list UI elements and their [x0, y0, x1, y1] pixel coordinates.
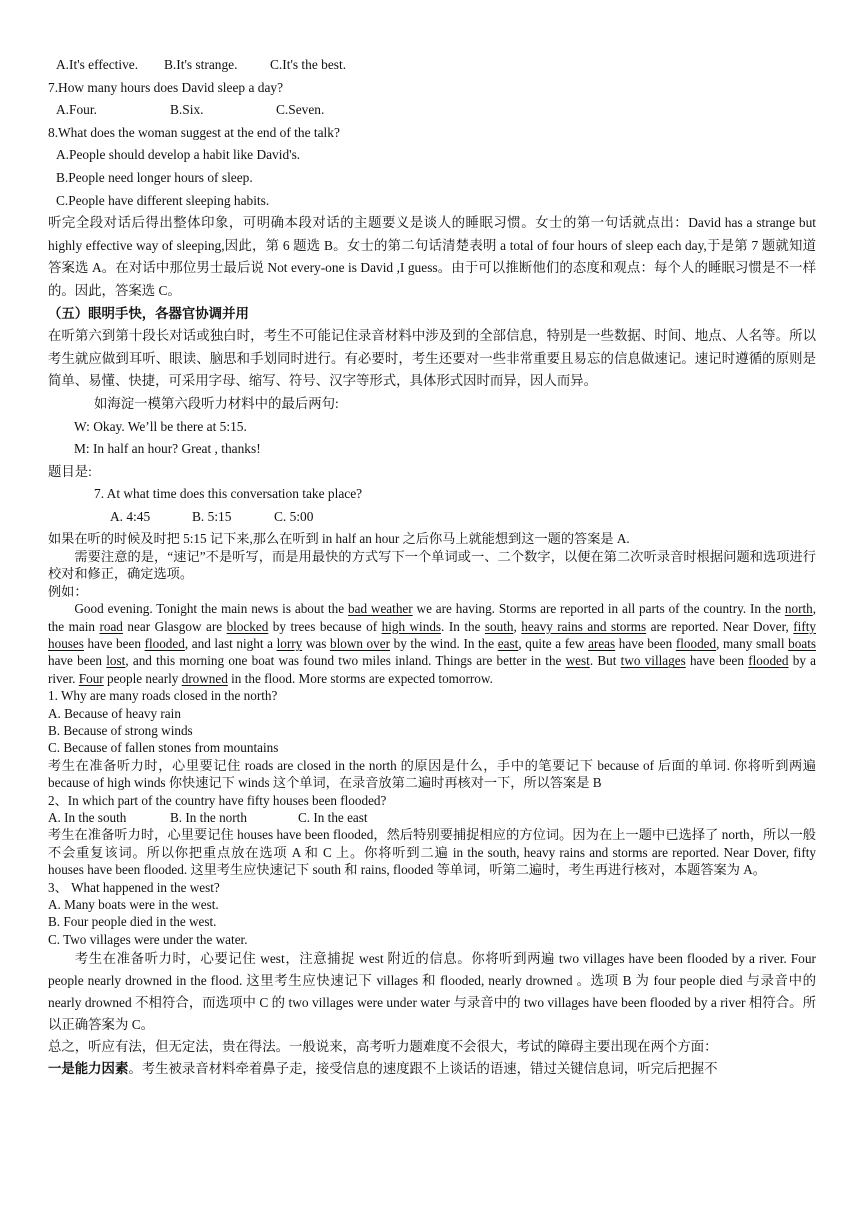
underlined-keyword: lorry: [276, 635, 303, 651]
passage-text: have been: [685, 653, 749, 669]
underlined-keyword: flooded: [675, 635, 717, 651]
summary-line: 总之，听应有法，但无定法，贵在得法。一般说来，高考听力题难度不会很大，考试的障碍主要出现在两个方面：: [48, 1039, 718, 1055]
passage-text: people nearly: [103, 670, 182, 686]
passage-text: have been: [48, 653, 107, 669]
underlined-keyword: fifty houses: [48, 618, 816, 651]
q7-option-c: C.Seven.: [276, 102, 325, 118]
section-paragraph: 在听第六到第十段长对话或独白时，考生不可能记住录音材料中涉及到的全部信息，特别是一些数据、时间、地点、人名等。所以考生就应做到耳听、眼读、脑思和手划同时进行。有必要时，考生还要对一些非常重要且易忘的信息做速记。速记时遵循的原则是简单、易懂、快捷，可采用字母、缩写、符号、汉字等形式，具体形式因时而异，因人而异。: [48, 328, 816, 389]
ex-q3: [48, 879, 816, 949]
q7-options: [48, 99, 816, 122]
passage-text: ,: [513, 618, 522, 634]
passage-text: are reported. Near Dover,: [646, 618, 794, 634]
passage-text: was: [302, 635, 330, 651]
underlined-keyword: boats: [788, 635, 816, 651]
ex-answer-2: 考生在准备听力时，心里要记住 houses have been flooded，然后特别要捕捉相应的方位词。因为在上一题中已选择了 north，所以一般不会重复该词。所以你把重点放在选项 A 和 C 上。你将听到二遍 in the south, heavy rains and storms are reported. Near Dover, fifty houses have been flooded. 这里考生应快速记下 south 和 rains, flooded 等单词，听第二遍时，考生再进行核对，本题答案为 A。: [48, 827, 816, 878]
q7b-option-c: C. 5:00: [274, 508, 314, 524]
passage-text: , and this morning one boat was found two miles inland. Things are better in the: [125, 653, 566, 669]
ex-q3-option-a: A. Many boats were in the west.: [48, 897, 219, 912]
section-heading: （五）眼明手快，各器官协调并用: [48, 305, 249, 321]
ex-q2: [48, 792, 816, 827]
passage-text: by trees because of: [268, 618, 382, 634]
underlined-keyword: two villages: [620, 653, 686, 669]
ex-q2-option-c: C. In the east: [298, 809, 368, 825]
q7-option-b: B.Six.: [170, 102, 204, 118]
passage-text: near Glasgow are: [122, 618, 227, 634]
underlined-keyword: high winds: [381, 618, 442, 634]
ex-q3-question: 3、 What happened in the west?: [48, 879, 220, 895]
underlined-keyword: north: [784, 601, 813, 617]
underlined-keyword: west: [565, 653, 590, 669]
underlined-keyword: road: [99, 618, 123, 634]
underlined-keyword: east: [497, 635, 519, 651]
news-passage: [48, 600, 816, 687]
underlined-keyword: flooded: [748, 653, 789, 669]
passage-text: Good evening. Tonight the main news is about the: [74, 601, 349, 617]
q7-question: 7.How many hours does David sleep a day?: [48, 79, 284, 95]
underlined-keyword: south: [484, 618, 514, 634]
passage-text: . In the: [441, 618, 485, 634]
underlined-keyword: drowned: [181, 670, 228, 686]
q6-options: [48, 54, 816, 77]
q7b-question: 7. At what time does this conversation take place?: [94, 486, 363, 502]
ex-answer-1: 考生在准备听力时，心里要记住 roads are closed in the north 的原因是什么，手中的笔要记下 because of 后面的单词. 你将听到两遍 because of high winds 你快速记下 winds 这个单词，在录音放第二遍时再核对一下，所以答案是 B: [48, 757, 816, 791]
passage-text: , the main: [48, 601, 817, 634]
passage-text: , and last night a: [184, 635, 277, 651]
passage-text: have been: [615, 635, 676, 651]
ex-q1: [48, 687, 816, 757]
last-line: [48, 1058, 816, 1080]
ex-q1-option-b: B. Because of strong winds: [48, 722, 193, 738]
passage-text: , quite a few: [518, 635, 589, 651]
q7-option-a: A.Four.: [56, 102, 97, 118]
q8-option-b: B.People need longer hours of sleep.: [56, 169, 253, 185]
passage-text: . But: [589, 653, 621, 669]
passage-text: in the flood. More storms are expected tomorrow.: [227, 670, 493, 686]
underlined-keyword: bad weather: [348, 601, 413, 617]
passage-text: , many small: [716, 635, 789, 651]
ex-q3-option-b: B. Four people died in the west.: [48, 914, 217, 930]
q6-option-a: A.It's effective.: [56, 57, 139, 72]
last-line-bold: 一是能力因素: [48, 1061, 129, 1077]
underlined-keyword: heavy rains and storms: [521, 618, 647, 634]
q7b-option-b: B. 5:15: [192, 508, 232, 524]
ex-q1-option-c: C. Because of fallen stones from mountains: [48, 740, 279, 756]
passage-text: by a river.: [48, 653, 817, 686]
ex-q2-option-b: B. In the north: [170, 809, 247, 825]
underlined-keyword: areas: [588, 635, 616, 651]
passage-text: have been: [83, 635, 145, 651]
last-line-rest: 。考生被录音材料牵着鼻子走，接受信息的速度跟不上谈话的语速，错过关键信息词，听完后把握不: [128, 1061, 718, 1077]
q6-option-c: C.It's the best.: [270, 57, 347, 72]
underlined-keyword: flooded: [144, 635, 185, 651]
q7b-option-a: A. 4:45: [110, 508, 151, 524]
passage-text: by the wind. In the: [390, 635, 498, 651]
document-page: [48, 54, 816, 1080]
ex-q2-options: [48, 809, 816, 826]
dialog-line-w: W: Okay. We’ll be there at 5:15.: [74, 418, 247, 434]
q8-option-a: A.People should develop a habit like David's.: [56, 147, 301, 163]
ex-q1-question: 1. Why are many roads closed in the north?: [48, 688, 278, 704]
note-2: 需要注意的是，“速记”不是听写，而是用最快的方式写下一个单词或一、二个数字，以便在第二次听录音时根据问题和选项进行校对和修正，确定选项。: [48, 548, 816, 582]
haidian-intro: 如海淀一模第六段听力材料中的最后两句:: [94, 395, 339, 411]
dialog-line-m: M: In half an hour? Great , thanks!: [74, 441, 261, 457]
ex-q1-option-a: A. Because of heavy rain: [48, 705, 181, 721]
ex-q2-question: 2、In which part of the country have fifty houses been flooded?: [48, 792, 387, 808]
q6-option-b: B.It's strange.: [164, 57, 238, 72]
passage-text: we are having. Storms are reported in all parts of the country. In the: [412, 601, 785, 617]
analysis-paragraph: 听完全段对话后得出整体印象，可明确本段对话的主题要义是谈人的睡眠习惯。女士的第一句话就点出：David has a strange but highly effective way of sleeping,因此，第 6 题选 B。女士的第二句话清楚表明 a total of four hours of sleep each day,于是第 7 题就知道答案选 A。在对话中那位男士最后说 Not every-one is David ,I guess。由于可以推断他们的态度和观点：每个人的睡眠习惯是不一样的。因此，答案选 C。: [48, 215, 816, 298]
ex-answer-3: 考生在准备听力时，心要记住 west，注意捕捉 west 附近的信息。你将听到两遍 two villages have been flooded by a river. Four people nearly drowned in the flood. 这里考生应快速记下 villages 和 flooded, nearly drowned 。选项 B 为 four people died 与录音中的 nearly drowned 不相符合，而选项中 C 的 two villages were under water 与录音中的 two villages have been flooded by a river 相符合。所以正确答案为 C。: [48, 951, 816, 1033]
underlined-keyword: blocked: [226, 618, 269, 634]
q8-question: 8.What does the woman suggest at the end of the talk?: [48, 124, 340, 140]
ex-q3-option-c: C. Two villages were under the water.: [48, 931, 248, 947]
note-1: 如果在听的时候及时把 5:15 记下来,那么在听到 in half an hour 之后你马上就能想到这一题的答案是 A.: [48, 531, 630, 547]
question-label: 题目是:: [48, 463, 92, 479]
q7b-options: [48, 506, 816, 529]
ex-q2-option-a: A. In the south: [48, 809, 127, 825]
example-label: 例如：: [48, 583, 88, 599]
q8-option-c: C.People have different sleeping habits.: [56, 192, 270, 208]
underlined-keyword: lost: [106, 653, 126, 669]
underlined-keyword: blown over: [329, 635, 390, 651]
underlined-keyword: Four: [78, 670, 104, 686]
